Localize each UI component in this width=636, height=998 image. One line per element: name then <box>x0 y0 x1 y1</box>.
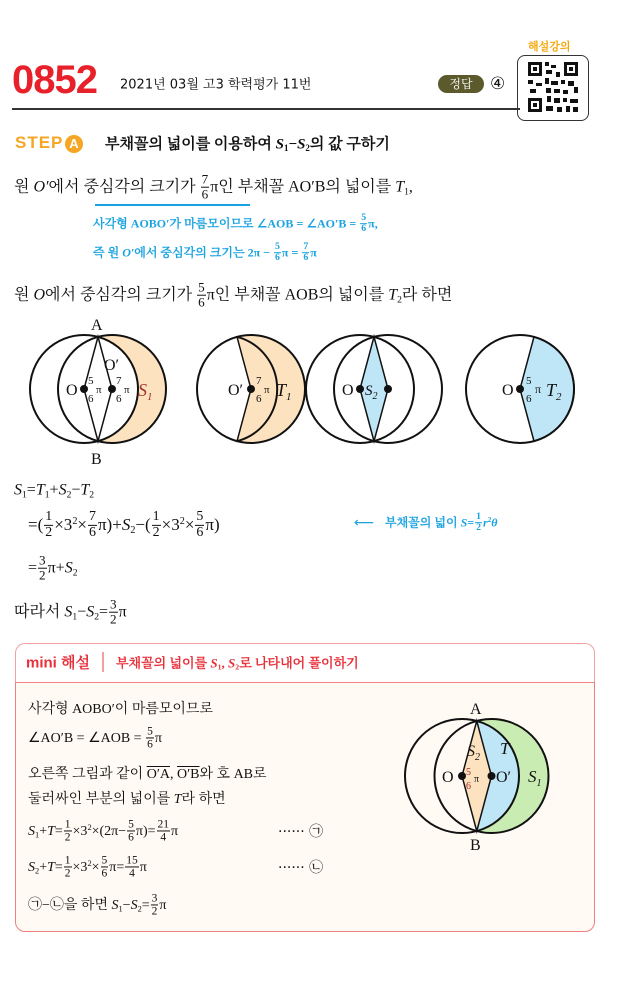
math-text: ×3 <box>72 860 88 875</box>
math-text: 부채꼴의 넓이를 <box>116 655 211 671</box>
math-text: π <box>310 245 317 260</box>
fraction-denominator: 6 <box>303 252 309 264</box>
mini-figure <box>380 690 580 865</box>
fraction-denominator: 6 <box>196 524 204 540</box>
math-text: π <box>139 860 147 875</box>
fraction-numerator: 1 <box>152 508 160 524</box>
math-text: 오른쪽 그림과 같이 <box>28 767 147 782</box>
math-subscript: 2 <box>94 611 99 623</box>
fraction-denominator: 6 <box>201 186 209 202</box>
mini-line-5 <box>28 818 178 843</box>
math-text: 부채꼴의 넓이를 이용하여 <box>105 136 276 153</box>
math-subscript: 1 <box>72 611 78 623</box>
figures-row <box>0 310 636 470</box>
math-variable: S <box>58 481 67 499</box>
fraction-denominator: 2 <box>39 567 46 583</box>
math-text: π+ <box>47 559 65 577</box>
math-text: π <box>159 898 167 913</box>
math-variable: θ <box>491 515 498 530</box>
mini-tag-2: ······ ㉡ <box>278 860 324 876</box>
math-text: = <box>99 603 109 621</box>
math-text: × <box>77 515 87 534</box>
math-text: 즉 원 <box>93 245 123 260</box>
mini-line-2 <box>28 725 162 750</box>
label-s1: $S_1$ <box>528 767 542 789</box>
math-text: × <box>91 860 100 875</box>
math-subscript: 2 <box>89 489 95 501</box>
math-text: , <box>170 767 177 782</box>
fraction-numerator: 5 <box>198 279 205 295</box>
fraction-denominator: 2 <box>476 522 482 534</box>
math-text: ×3 <box>161 515 180 534</box>
math-text: 에서 중심각의 크기는 2π − <box>134 245 273 260</box>
fraction-numerator: 7 <box>201 171 209 187</box>
math-variable: T <box>35 481 45 499</box>
math-subscript: 1 <box>118 904 123 914</box>
math-variable: T <box>80 481 90 499</box>
math-variable: T <box>47 824 55 839</box>
math-text: ∠AO′B = ∠AOB = <box>28 731 146 746</box>
label-a: A <box>470 701 482 718</box>
math-variable: O <box>33 286 46 304</box>
math-text: π = <box>281 245 302 260</box>
fraction-denominator: 6 <box>128 831 134 844</box>
math-text: 와 호 AB로 <box>199 767 267 782</box>
fraction-denominator: 6 <box>89 524 96 540</box>
label-t: T <box>500 739 510 758</box>
math-subscript: 2 <box>130 525 136 537</box>
math-subscript: 1 <box>22 489 27 501</box>
math-superscript: 2 <box>87 822 92 832</box>
angle-pi: π <box>535 382 542 396</box>
math-text: ㉠−㉡을 하면 <box>28 898 112 913</box>
fraction-denominator: 2 <box>151 905 158 918</box>
math-text: 원 <box>14 286 34 304</box>
fraction-denominator: 6 <box>147 738 153 751</box>
math-text: ×(2π− <box>91 824 127 839</box>
angle-den: 6 <box>116 393 122 405</box>
fraction-numerator: 21 <box>157 818 169 831</box>
math-text: 에서 중심각의 크기가 <box>45 286 197 304</box>
math-variable: S <box>297 136 306 153</box>
label-o: O <box>442 769 454 786</box>
fraction <box>195 510 204 540</box>
math-superscript: 2 <box>87 858 92 868</box>
body-line-2 <box>14 281 452 310</box>
math-variable: T <box>388 286 398 304</box>
point-o <box>81 386 87 392</box>
math-variable: S <box>210 655 218 671</box>
math-text: 원 <box>14 178 34 196</box>
math-variable: r <box>483 515 488 530</box>
math-subscript: 1 <box>284 143 289 154</box>
fraction-numerator: 5 <box>101 854 108 867</box>
fraction-denominator: 4 <box>129 867 135 880</box>
math-text: −( <box>135 515 151 534</box>
point-o-prime <box>385 386 391 392</box>
step-badge <box>15 133 83 153</box>
arrow-note <box>385 512 498 534</box>
header-divider <box>12 108 520 110</box>
equation-1 <box>14 480 94 501</box>
math-variable: T <box>47 860 55 875</box>
line-segment: O′A <box>146 767 170 782</box>
math-superscript: 2 <box>487 516 492 525</box>
fraction-numerator: 1 <box>45 508 53 524</box>
point-o-prime <box>109 386 115 392</box>
math-text: = <box>467 515 475 530</box>
line-segment: O′B <box>177 767 200 782</box>
fraction <box>127 818 135 843</box>
math-text: 둘러싸인 부분의 넓이를 <box>28 792 174 807</box>
angle-num: 5 <box>526 375 532 387</box>
problem-source: 2021년 03월 고3 학력평가 11번 <box>120 77 312 93</box>
math-text: ×3 <box>54 515 73 534</box>
math-text: × <box>184 515 195 534</box>
math-text: − <box>77 603 87 621</box>
math-text: , <box>221 655 229 671</box>
label-b: B <box>470 837 481 854</box>
math-text: 로 나타내어 풀이하기 <box>239 655 359 671</box>
math-superscript: 2 <box>72 515 78 527</box>
fraction <box>64 818 72 843</box>
fraction <box>274 242 281 264</box>
mini-line-4 <box>28 788 226 808</box>
math-text: π)= <box>135 824 156 839</box>
fraction <box>101 854 109 879</box>
math-text: 사각형 AOBO′가 마름모이므로 ∠AOB = ∠AO′B = <box>93 216 360 231</box>
math-variable: S <box>460 515 468 530</box>
body-line-1 <box>14 173 413 202</box>
label-o: O <box>66 382 78 399</box>
qr-label: 해설강의 <box>528 40 571 53</box>
math-subscript: 1 <box>44 489 50 501</box>
math-subscript: 1 <box>217 662 222 672</box>
note-line-1 <box>93 213 378 235</box>
math-text: 사각형 AOBO′이 마름모이므로 <box>28 702 213 717</box>
step-title <box>105 133 390 154</box>
math-variable: O′ <box>122 245 135 260</box>
fraction-numerator: 7 <box>303 241 309 253</box>
fraction-denominator: 6 <box>198 294 205 310</box>
fraction-denominator: 6 <box>361 223 367 235</box>
math-subscript: 2 <box>305 143 310 154</box>
fraction-numerator: 5 <box>274 241 280 253</box>
math-variable: S <box>28 824 35 839</box>
qr-code[interactable] <box>517 55 589 121</box>
fraction-numerator: 7 <box>89 508 96 524</box>
math-variable: T <box>395 178 405 196</box>
math-subscript: 2 <box>35 866 40 876</box>
math-variable: S <box>64 603 73 621</box>
fraction <box>44 510 53 540</box>
angle-num: 7 <box>116 375 122 387</box>
fraction <box>197 281 206 310</box>
figure-s2 <box>306 335 442 443</box>
angle-den: 6 <box>88 393 94 405</box>
math-text: 의 값 구하기 <box>309 136 390 153</box>
fraction <box>475 512 482 534</box>
angle-den: 6 <box>466 781 471 792</box>
fraction <box>125 854 138 879</box>
mini-line-7 <box>28 892 166 917</box>
answer-value: ④ <box>490 74 506 94</box>
mini-title <box>116 652 359 671</box>
fraction <box>88 510 97 540</box>
fraction-numerator: 1 <box>64 818 71 831</box>
angle-num: 7 <box>256 375 262 387</box>
math-text: 에서 중심각의 크기가 <box>48 178 200 196</box>
label-t2: $T_2$ <box>546 380 562 403</box>
math-subscript: 2 <box>137 904 142 914</box>
angle-num: 5 <box>466 767 471 778</box>
label-s2: $S_2$ <box>467 743 480 763</box>
math-subscript: 2 <box>235 662 240 672</box>
fraction-denominator: 6 <box>274 252 280 264</box>
qr-code-icon <box>518 56 588 120</box>
fraction-numerator: 3 <box>39 552 46 568</box>
problem-number: 0852 <box>12 58 97 102</box>
mini-line-6 <box>28 854 147 879</box>
math-variable: S <box>130 898 138 913</box>
fraction-denominator: 4 <box>160 831 167 844</box>
fraction-denominator: 2 <box>152 524 160 540</box>
math-variable: S <box>121 515 131 534</box>
mini-line-1 <box>28 698 213 718</box>
angle-den: 6 <box>526 393 532 405</box>
math-variable: S <box>228 655 236 671</box>
math-text: − <box>288 136 298 153</box>
math-variable: S <box>275 136 284 153</box>
math-text: + <box>39 860 48 875</box>
angle-num: 5 <box>88 375 94 387</box>
angle-den: 6 <box>256 393 262 405</box>
arrow-icon: ⟵ <box>354 515 375 531</box>
fraction <box>146 725 154 750</box>
fraction <box>151 892 159 917</box>
math-subscript: 1 <box>404 186 409 198</box>
mini-line-3 <box>28 763 267 783</box>
fraction-numerator: 3 <box>110 596 117 612</box>
math-superscript: 2 <box>179 515 185 527</box>
math-text: π <box>118 603 127 621</box>
fraction <box>38 554 47 583</box>
step-label: STEP <box>15 133 64 152</box>
math-text: 라 하면 <box>401 286 453 304</box>
label-o: O <box>342 382 354 399</box>
fraction-denominator: 2 <box>64 867 71 880</box>
math-text: π인 부채꼴 AO′B의 넓이를 <box>210 178 396 196</box>
math-text: = <box>141 898 150 913</box>
math-text: =( <box>28 515 44 534</box>
fraction <box>302 242 309 264</box>
note-line-2 <box>93 242 317 264</box>
fraction-denominator: 6 <box>101 867 108 880</box>
math-text: π) <box>205 515 220 534</box>
math-text: π <box>171 824 179 839</box>
note-underline <box>95 204 250 206</box>
point-o <box>459 773 465 779</box>
label-t1: $T_1$ <box>276 380 292 403</box>
math-variable: S <box>111 898 119 913</box>
mini-tag: mini 해설 <box>26 654 90 672</box>
fraction-denominator: 2 <box>110 611 117 627</box>
fraction-numerator: 1 <box>476 511 482 523</box>
fraction-numerator: 5 <box>128 818 134 831</box>
label-b: B <box>91 451 102 468</box>
label-o-prime: O′ <box>104 357 120 374</box>
point-o <box>357 386 363 392</box>
math-text: = <box>54 860 63 875</box>
math-text: π인 부채꼴 AOB의 넓이를 <box>206 286 389 304</box>
angle-pi: π <box>96 384 102 396</box>
math-subscript: 1 <box>35 830 40 840</box>
math-text: − <box>71 481 81 499</box>
point-o-prime <box>489 773 495 779</box>
fraction <box>360 213 367 235</box>
fraction-numerator: 3 <box>151 892 158 905</box>
fraction <box>109 598 118 627</box>
label-a: A <box>91 317 103 334</box>
fraction-numerator: 5 <box>147 725 153 738</box>
fraction-denominator: 2 <box>64 831 71 844</box>
fraction <box>152 510 161 540</box>
figure-t2 <box>466 335 574 443</box>
math-text: , <box>408 178 413 196</box>
fraction-numerator: 5 <box>361 212 367 224</box>
math-text: π <box>154 731 162 746</box>
equation-2 <box>28 510 220 540</box>
math-text: = <box>28 559 38 577</box>
fraction <box>157 818 170 843</box>
math-variable: O′ <box>33 178 49 196</box>
label-o-prime: O′ <box>228 382 244 399</box>
fraction <box>201 173 210 202</box>
label-o: O <box>502 382 514 399</box>
math-variable: S <box>86 603 95 621</box>
answer-badge: 정답 <box>438 75 484 93</box>
step-letter: A <box>65 135 83 153</box>
label-s2: $S_2$ <box>365 383 378 402</box>
math-text: 따라서 <box>14 603 65 621</box>
fraction-numerator: 15 <box>126 854 138 867</box>
math-subscript: 2 <box>72 567 78 579</box>
mini-tag-1: ······ ㉠ <box>278 824 324 840</box>
figure-t1 <box>197 335 305 443</box>
fraction-numerator: 5 <box>196 508 204 524</box>
math-subscript: 2 <box>66 489 72 501</box>
fraction-denominator: 2 <box>45 524 53 540</box>
math-text: = <box>54 824 63 839</box>
point-o <box>517 386 523 392</box>
fraction-numerator: 1 <box>64 854 71 867</box>
math-variable: S <box>64 559 73 577</box>
math-subscript: 2 <box>397 294 402 306</box>
math-text: π)+ <box>97 515 122 534</box>
angle-pi: π <box>124 384 130 396</box>
math-variable: S <box>28 860 35 875</box>
point-o-prime <box>248 386 254 392</box>
math-variable: S <box>14 481 22 499</box>
angle-pi: π <box>264 384 270 396</box>
label-s1: $S_1$ <box>138 380 153 403</box>
math-text: π= <box>109 860 125 875</box>
angle-pi: π <box>474 774 480 785</box>
math-variable: T <box>173 792 182 807</box>
math-text: = <box>26 481 36 499</box>
math-text: 라 하면 <box>181 792 226 807</box>
math-text: + <box>49 481 59 499</box>
math-text: ×3 <box>72 824 88 839</box>
equation-3 <box>28 554 78 583</box>
math-text: π, <box>368 216 378 231</box>
mini-separator <box>102 652 104 672</box>
label-o-prime: O′ <box>496 769 512 786</box>
fraction <box>64 854 72 879</box>
math-text: + <box>39 824 48 839</box>
math-text: − <box>122 898 131 913</box>
conclusion <box>14 598 127 627</box>
math-text: 부채꼴의 넓이 <box>385 515 461 530</box>
